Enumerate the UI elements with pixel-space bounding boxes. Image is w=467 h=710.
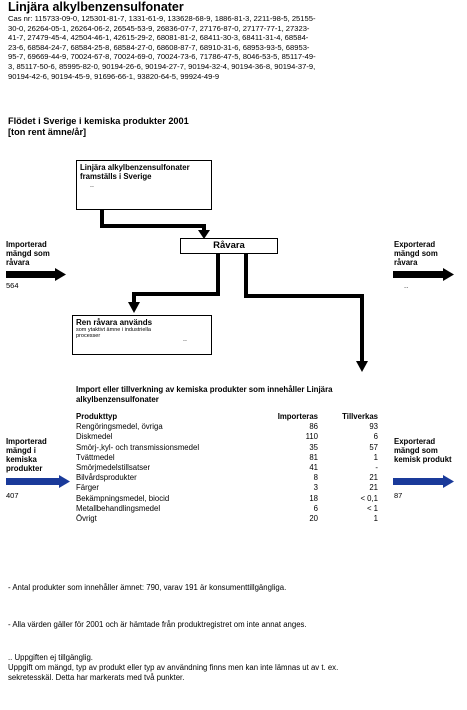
flow-title-line2: [ton rent ämne/år]: [8, 126, 87, 137]
cell-import: 6: [313, 503, 318, 513]
table-row: [76, 514, 378, 524]
cell-manufacture: 93: [369, 422, 378, 432]
cell-type: Färger: [76, 483, 99, 493]
cell-manufacture: 57: [369, 442, 378, 452]
pure-use-value: ..: [183, 336, 187, 343]
exported-prod-value: 87: [394, 491, 403, 500]
produced-label: Linjära alkylbenzensulfonater framställs i Sverige: [80, 163, 190, 181]
ravara-box: Råvara: [180, 238, 278, 254]
cell-manufacture: < 0,1: [360, 493, 378, 503]
ravara-to-products-arrow: [246, 254, 362, 363]
cell-type: Diskmedel: [76, 432, 113, 442]
pure-use-arrowhead: [128, 302, 140, 313]
ravara-to-pure-use-arrow: [134, 254, 218, 304]
cell-manufacture: 21: [369, 473, 378, 483]
header-tillverkas: Tillverkas: [342, 412, 378, 421]
cell-manufacture: 1: [373, 514, 378, 524]
exported-raw-label: Exporterad mängd som råvara: [394, 240, 438, 267]
products-table: [76, 412, 378, 524]
cell-import: 41: [309, 463, 318, 473]
cell-import: 110: [305, 432, 318, 442]
exported-raw-value: ..: [404, 281, 409, 290]
table-row: [76, 504, 378, 514]
cell-import: 81: [309, 452, 318, 462]
table-row: [76, 463, 378, 473]
cell-import: 20: [309, 514, 318, 524]
exported-prod-label: Exporterad mängd som kemisk produkt: [394, 437, 452, 464]
imported-prod-label: Importerad mängd i kemiska produkter: [6, 437, 47, 473]
exported-prod-arrowhead: [443, 475, 454, 488]
cell-type: Övrigt: [76, 514, 97, 524]
cell-type: Tvättmedel: [76, 452, 115, 462]
table-row: [76, 483, 378, 493]
table-header-row: [76, 412, 378, 422]
header-importeras: Importeras: [277, 412, 318, 421]
imported-raw-value: 564: [6, 281, 19, 290]
table-row: [76, 443, 378, 453]
cell-import: 35: [309, 442, 318, 452]
pure-use-label: Ren råvara används: [76, 318, 153, 327]
cell-type: Smörj-,kyl- och transmissionsmedel: [76, 442, 200, 452]
cell-manufacture: 1: [373, 452, 378, 462]
cell-import: 8: [313, 473, 318, 483]
exported-raw-arrowhead: [443, 268, 454, 281]
table-row: [76, 494, 378, 504]
cell-type: Bilvårdsprodukter: [76, 473, 137, 483]
cell-import: 18: [309, 493, 318, 503]
note-not-available: .. Uppgiften ej tillgänglig.: [8, 653, 93, 662]
imported-raw-arrow-shaft: [6, 271, 55, 278]
exported-raw-arrow-shaft: [393, 271, 443, 278]
cell-type: Metallbehandlingsmedel: [76, 503, 161, 513]
table-row: [76, 473, 378, 483]
cell-type: Smörjmedelstillsatser: [76, 463, 151, 473]
cell-import: 86: [309, 422, 318, 432]
cell-import: 3: [313, 483, 318, 493]
note-product-count: - Antal produkter som innehåller ämnet: 790, varav 191 är konsumenttillgängliga.: [8, 583, 287, 592]
flow-title-line1: Flödet i Sverige i kemiska produkter 2001: [8, 116, 189, 126]
cas-numbers: Cas nr: 115733-09-0, 125301-81-7, 1331-61-9, 133628-68-9, 1886-81-3, 2211-98-5, 25155-30-0, 26264-05-1, 26264-06-2, 26545-53-9, 26836-07-7, 27176-87-0, 27177-77-1, 27323-41-7, 27479-45-4, 42504-46-1, 42615-29-2, 68081-81-2, 68411-30-3, 68411-31-4, 68584-23-6, 68584-24-7, 68584-25-8, 68584-27-0, 68608-87-7, 68910-31-6, 68953-93-5, 68953-95-7, 69669-44-9, 70024-67-8, 70024-69-0, 70024-73-6, 71786-47-5, 8046-53-5, 85117-49-3, 85117-50-6, 85995-82-0, 90194-26-6, 90194-27-7, 90194-32-4, 90194-36-8, 90194-37-9, 90194-42-6, 90194-45-9, 91696-66-1, 93820-64-5, 99924-49-9: [8, 14, 316, 81]
cell-manufacture: 21: [369, 483, 378, 493]
header-produkttyp: Produkttyp: [76, 412, 118, 421]
pure-use-sub: som ytaktivt ämne i industriella processer: [76, 327, 151, 340]
table-row: [76, 453, 378, 463]
cell-manufacture: 6: [373, 432, 378, 442]
produced-value: ..: [90, 182, 94, 189]
imported-raw-label: Importerad mängd som råvara: [6, 240, 50, 267]
note-confidential: Uppgift om mängd, typ av produkt eller typ av användning finns men kan inte lämnas ut av t. ex. sekretesskäl. Detta har markerats med två punkter.: [8, 663, 339, 682]
table-row: [76, 422, 378, 432]
table-row: [76, 432, 378, 442]
imported-raw-arrowhead: [55, 268, 66, 281]
pure-use-box: [72, 315, 212, 355]
produced-box: [76, 160, 212, 210]
cell-type: Rengöringsmedel, övriga: [76, 422, 163, 432]
page-title: Linjära alkylbenzensulfonater: [8, 0, 184, 14]
products-arrowhead: [356, 361, 368, 372]
exported-prod-arrow-shaft: [393, 478, 443, 485]
note-values-year: - Alla värden gäller för 2001 och är hämtade från produktregistret om inte annat anges.: [8, 620, 307, 629]
imported-prod-arrow-shaft: [6, 478, 59, 485]
imported-prod-value: 407: [6, 491, 19, 500]
cell-manufacture: -: [375, 463, 378, 473]
cell-type: Bekämpningsmedel, biocid: [76, 493, 170, 503]
products-title: Import eller tillverkning av kemiska produkter som innehåller Linjära alkylbenzensulfonater: [76, 385, 333, 404]
produced-to-ravara-arrow: [102, 210, 204, 232]
cell-manufacture: < 1: [366, 503, 378, 513]
imported-prod-arrowhead: [59, 475, 70, 488]
